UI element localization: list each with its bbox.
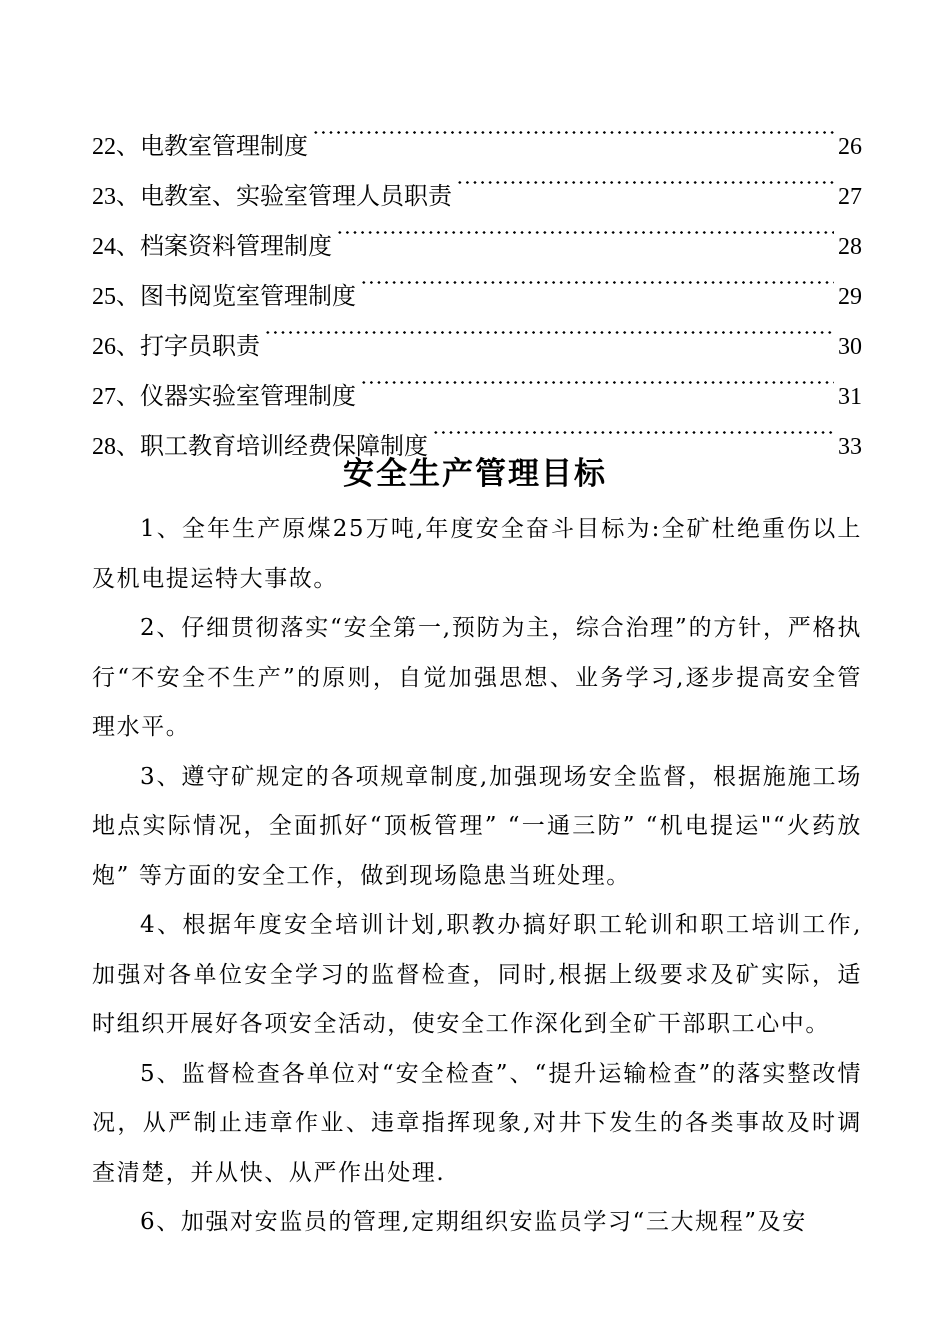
toc-entry [92,104,862,160]
toc-page-number: 33 [838,434,862,460]
toc-title: 电教室、实验室管理人员职责 [140,182,452,210]
toc-number: 23、 [92,184,140,210]
toc-number: 28、 [92,434,140,460]
toc-page-number: 29 [838,284,862,310]
body-paragraph: 4、根据年度安全培训计划,职教办搞好职工轮训和职工培训工作,加强对各单位安全学习的监督检查，同时,根据上级要求及矿实际，适时组织开展好各项安全活动，使安全工作深化到全矿干部职工心中。 [92,912,862,1037]
toc-number: 25、 [92,284,140,310]
toc-page-number: 30 [838,334,862,360]
toc-title: 职工教育培训经费保障制度 [140,432,428,460]
toc-number: 24、 [92,234,140,260]
toc-leader-dots [264,304,834,354]
toc-page-number: 31 [838,384,862,410]
toc-title: 电教室管理制度 [140,132,308,160]
toc-page-number: 26 [838,134,862,160]
toc-leader-dots [336,204,834,254]
toc-leader-dots [360,254,834,304]
toc-number: 26、 [92,334,140,360]
body-paragraph: 2、仔细贯彻落实“安全第一,预防为主，综合治理”的方针，严格执行“不安全不生产”的原则，自觉加强思想、业务学习,逐步提高安全管理水平。 [92,615,862,740]
body-paragraph: 1、全年生产原煤25万吨,年度安全奋斗目标为:全矿杜绝重伤以上及机电提运特大事故。 [92,516,862,592]
toc-page-number: 28 [838,234,862,260]
toc-leader-dots [360,354,834,404]
toc-title: 图书阅览室管理制度 [140,282,356,310]
toc-page-number: 27 [838,184,862,210]
toc-leader-dots [312,104,834,154]
toc-number: 22、 [92,134,140,160]
toc-title: 档案资料管理制度 [140,232,332,260]
toc-title: 打字员职责 [140,332,260,360]
toc-leader-dots [456,154,834,204]
body-paragraph: 5、监督检查各单位对“安全检查”、“提升运输检查”的落实整改情况，从严制止违章作业、违章指挥现象,对井下发生的各类事故及时调查清楚，并从快、从严作出处理. [92,1060,862,1186]
toc-title: 仪器实验室管理制度 [140,382,356,410]
table-of-contents [92,104,862,460]
section-body [92,505,862,1248]
toc-number: 27、 [92,384,140,410]
body-paragraph: 3、遵守矿规定的各项规章制度,加强现场安全监督，根据施施工场地点实际情况，全面抓好“顶板管理” “一通三防” “机电提运"“火药放炮” 等方面的安全工作，做到现场隐患当班处理。 [92,763,862,889]
section-heading: 安全生产管理目标 [343,456,607,492]
body-paragraph: 6、加强对安监员的管理,定期组织安监员学习“三大规程”及安 [140,1209,807,1235]
